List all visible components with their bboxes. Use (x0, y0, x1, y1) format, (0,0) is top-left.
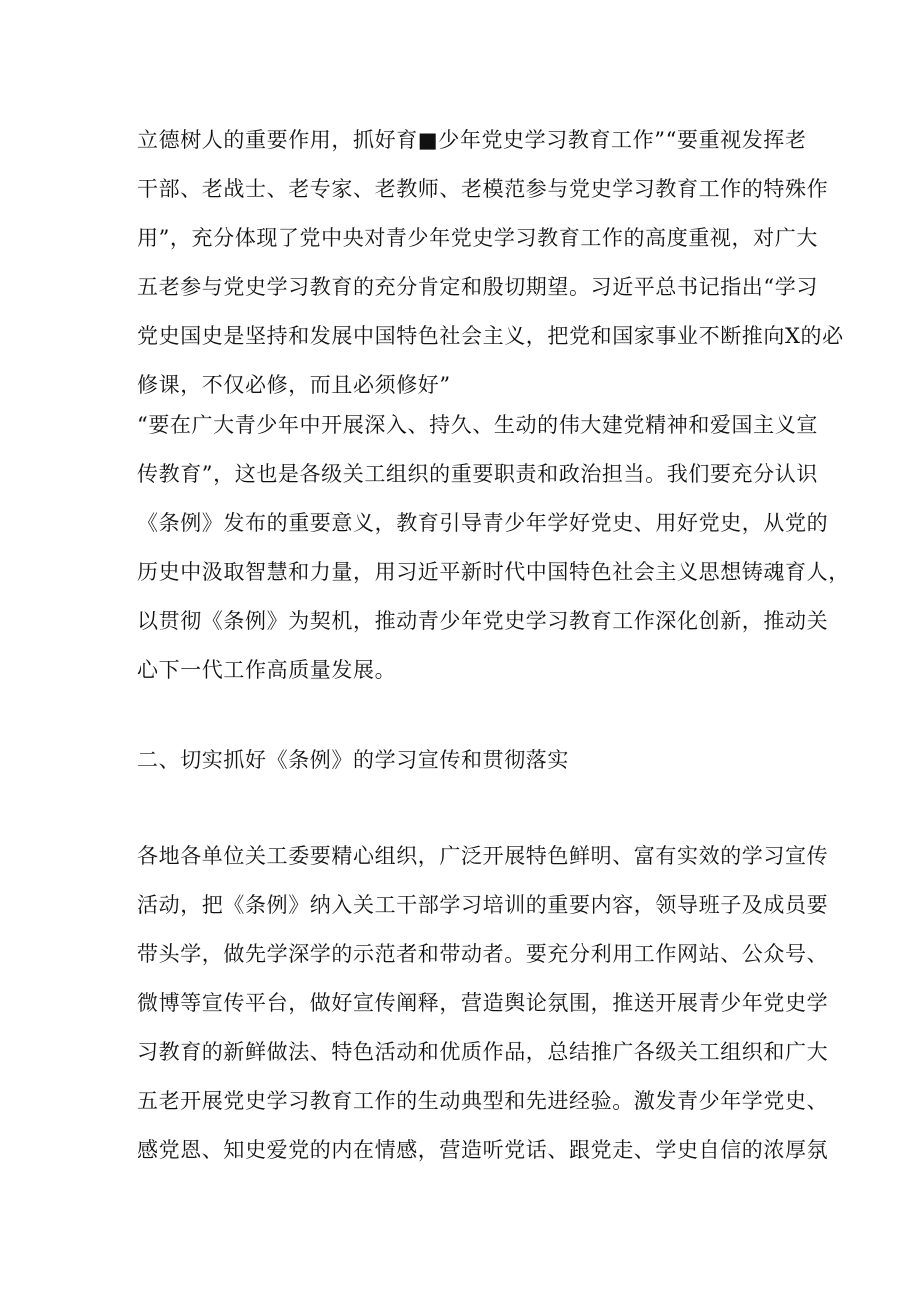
paragraph-2-line: 传教育”，这也是各级关工组织的重要职责和政治担当。我们要充分认识 (137, 462, 818, 486)
paragraph-1-line: 五老参与党史学习教育的充分肯定和殷切期望。习近平总书记指出“学习 (137, 275, 818, 299)
paragraph-1-line: 立德树人的重要作用，抓好育■少年党史学习教育工作”“要重视发挥老 (137, 128, 807, 152)
paragraph-1-line: 党史国史是坚持和发展中国特色社会主义，把党和国家事业不断推向X的必 (137, 324, 844, 348)
paragraph-1-line: 用”，充分体现了党中央对青少年党史学习教育工作的高度重视，对广大 (137, 226, 818, 250)
paragraph-2-line: 《条例》发布的重要意义，教育引导青少年学好党史、用好党史，从党的 (137, 511, 829, 535)
paragraph-1-line: 干部、老战士、老专家、老教师、老模范参与党史学习教育工作的特殊作 (137, 177, 829, 201)
paragraph-2-line: 心下一代工作高质量发展。 (137, 658, 397, 682)
paragraph-3-line: 各地各单位关工委要精心组织，广泛开展特色鲜明、富有实效的学习宣传 (137, 844, 829, 868)
paragraph-3-line: 习教育的新鲜做法、特色活动和优质作品，总结推广各级关工组织和广大 (137, 1040, 829, 1064)
paragraph-3-line: 五老开展党史学习教育工作的生动典型和先进经验。激发青少年学党史、 (137, 1089, 829, 1113)
paragraph-3-line: 活动，把《条例》纳入关工干部学习培训的重要内容，领导班子及成员要 (137, 893, 829, 917)
paragraph-3-line: 微博等宣传平台，做好宣传阐释，营造舆论氛围，推送开展青少年党史学 (137, 991, 829, 1015)
paragraph-2-line: 以贯彻《条例》为契机，推动青少年党史学习教育工作深化创新，推动关 (137, 609, 829, 633)
paragraph-3-line: 感党恩、知史爱党的内在情感，营造听党话、跟党走、学史自信的浓厚氛 (137, 1138, 829, 1162)
paragraph-3-line: 带头学，做先学深学的示范者和带动者。要充分利用工作网站、公众号、 (137, 942, 829, 966)
paragraph-2-line: 历史中汲取智慧和力量，用习近平新时代中国特色社会主义思想铸魂育人， (137, 560, 850, 584)
paragraph-1-line: 修课，不仅必修，而且必须修好” (137, 373, 451, 397)
paragraph-2-line: “要在广大青少年中开展深入、持久、生动的伟大建党精神和爱国主义宣 (137, 413, 818, 437)
section-heading: 二、切实抓好《条例》的学习宣传和贯彻落实 (137, 748, 569, 772)
